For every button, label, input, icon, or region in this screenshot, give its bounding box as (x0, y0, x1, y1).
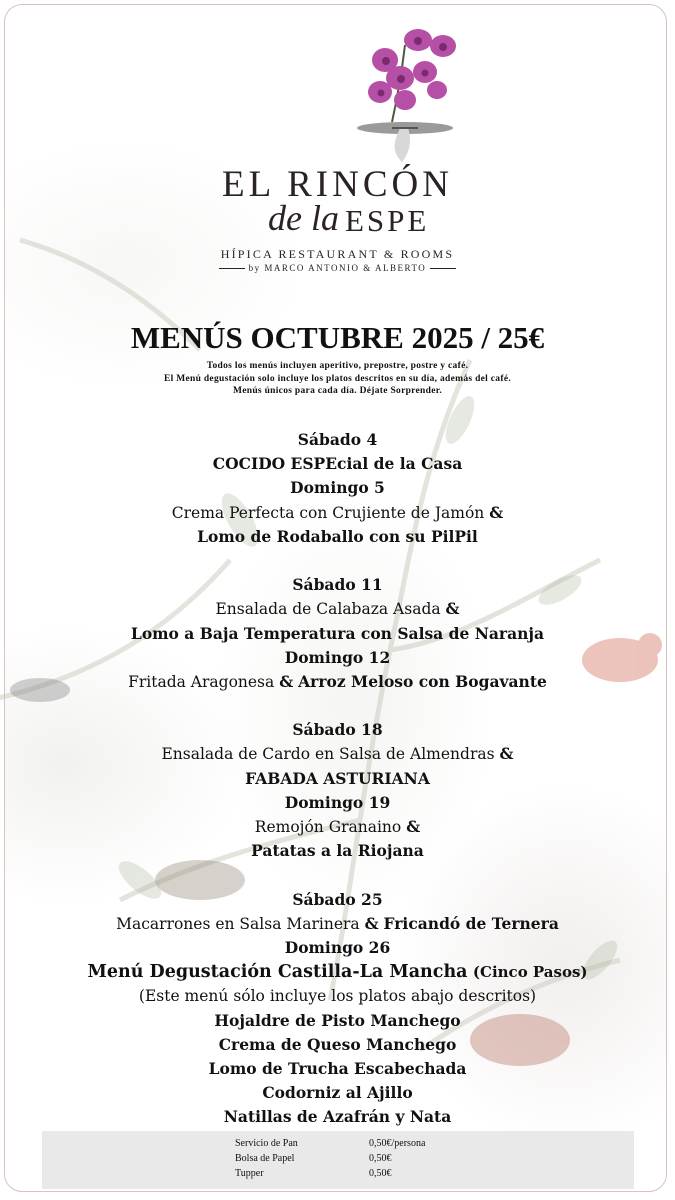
price-item: Tupper (235, 1168, 264, 1179)
dish-main: Arroz Meloso con Bogavante (298, 671, 547, 691)
dish-starter: Ensalada de Calabaza Asada (215, 600, 441, 619)
dish-starter: Remojón Granaino (254, 818, 402, 836)
tasting-course: Hojaldre de Pisto Manchego (214, 1010, 461, 1030)
table-row (42, 1153, 634, 1168)
logo-espe: ESPE (345, 203, 430, 238)
intro-line: El Menú degustación solo incluye los platos descritos en su día, además del café. (163, 373, 512, 384)
price-value: 0,50€ (369, 1168, 392, 1179)
logo-subtitle: HÍPICA RESTAURANT & ROOMS (220, 247, 455, 261)
tasting-title: Menú Degustación Castilla-La Mancha (87, 962, 468, 983)
ampersand: & (406, 817, 421, 836)
tasting-course: Lomo de Trucha Escabechada (208, 1058, 467, 1078)
tasting-course: Codorniz al Ajillo (262, 1083, 413, 1103)
day-label: Domingo 5 (290, 478, 385, 498)
day-label: Sábado 25 (292, 889, 383, 909)
dish: COCIDO ESPEcial de la Casa (212, 454, 463, 474)
day-label: Sábado 11 (292, 575, 383, 595)
menu-list (0, 428, 675, 1129)
extras-price-table (42, 1131, 634, 1189)
orchid-tray-icon (0, 0, 675, 165)
restaurant-logo (0, 0, 675, 300)
day-label: Sábado 18 (292, 720, 383, 740)
tasting-course: Crema de Queso Manchego (218, 1034, 457, 1054)
dish-main: Lomo de Rodaballo con su PilPil (197, 526, 478, 546)
price-value: 0,50€ (369, 1153, 392, 1164)
ampersand: & (364, 913, 379, 933)
day-label: Domingo 19 (284, 792, 391, 812)
tasting-course: Natillas de Azafrán y Nata (223, 1107, 452, 1127)
ampersand: & (445, 599, 460, 619)
logo-title: EL RINCÓN (222, 164, 453, 205)
table-row (42, 1168, 634, 1183)
logo-dela: de la (268, 198, 339, 238)
dish-starter: Crema Perfecta con Crujiente de Jamón (171, 503, 485, 522)
intro-line: Todos los menús incluyen aperitivo, prepostre, postre y café. (206, 361, 469, 371)
dish-line (0, 597, 675, 621)
dish-line (0, 815, 675, 839)
dish-line (0, 501, 675, 525)
page-title: MENÚS OCTUBRE 2025 / 25€ (130, 320, 545, 355)
tasting-menu-title (0, 960, 675, 984)
logo-byline: by MARCO ANTONIO & ALBERTO (0, 263, 675, 273)
dish-starter: Ensalada de Cardo en Salsa de Almendras (161, 745, 495, 764)
ampersand: & (489, 502, 504, 522)
dish-main: Lomo a Baja Temperatura con Salsa de Naranja (130, 623, 545, 643)
tasting-title-note: (Cinco Pasos) (472, 963, 588, 982)
ampersand: & (499, 744, 514, 764)
dish-line (0, 670, 675, 694)
dish-main: Fricandó de Ternera (383, 913, 559, 933)
dish-line (0, 742, 675, 766)
dish-main: FABADA ASTURIANA (245, 768, 430, 788)
price-item: Servicio de Pan (235, 1138, 298, 1149)
price-value: 0,50€/persona (369, 1138, 426, 1149)
day-label: Sábado 4 (297, 430, 378, 449)
table-row (42, 1138, 634, 1153)
tasting-note: (Este menú sólo incluye los platos abajo descritos) (138, 987, 537, 1006)
dish-main: Patatas a la Riojana (251, 841, 424, 861)
ampersand: & (279, 671, 294, 691)
price-item: Bolsa de Papel (235, 1153, 295, 1164)
dish-starter: Macarrones en Salsa Marinera (116, 914, 360, 933)
dish-line (0, 912, 675, 936)
day-label: Domingo 12 (284, 647, 391, 667)
day-label: Domingo 26 (284, 937, 391, 957)
dish-starter: Fritada Aragonesa (128, 672, 275, 691)
intro-line: Menús únicos para cada día. Déjate Sorprender. (232, 386, 443, 396)
menu-intro (0, 360, 675, 398)
